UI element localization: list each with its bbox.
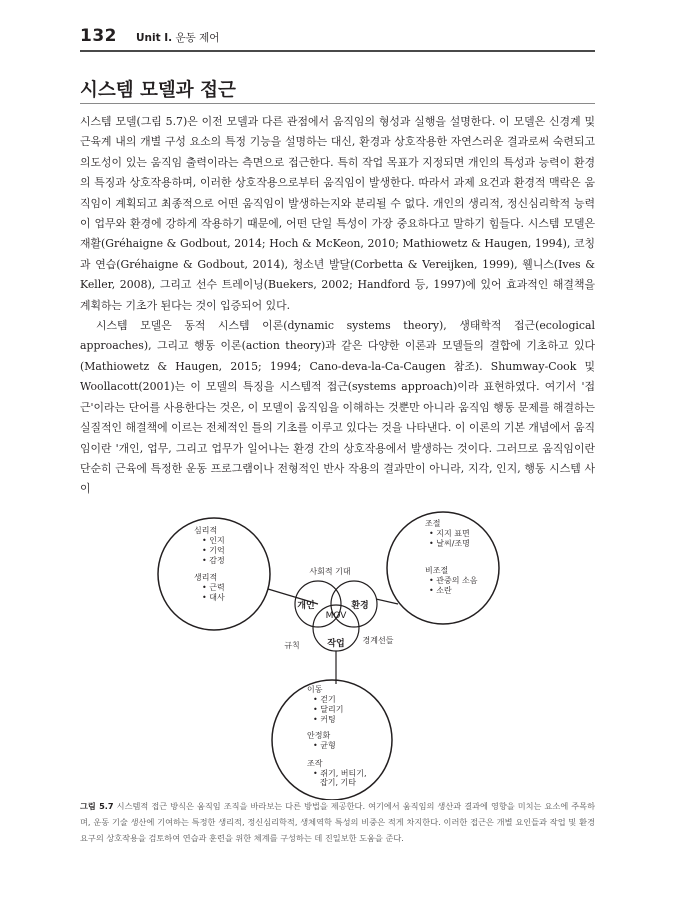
rules-label: 규칙 xyxy=(284,641,300,650)
figure-caption xyxy=(80,798,595,846)
boundary-label: 경계선들 xyxy=(362,636,394,645)
section-title: 시스템 모델과 접근 xyxy=(80,80,236,101)
body-text xyxy=(80,112,595,500)
task-item-continued: 잡기, 기타 xyxy=(320,778,356,787)
page-header xyxy=(80,20,595,52)
venn-task-label: 작업 xyxy=(327,639,345,649)
caption-text: 시스템적 접근 방식은 움직임 조직을 바라보는 다른 방법을 제공한다. 여기에서 움직임의 생산과 결과에 영향을 미치는 요소에 주목하며, 운동 기술 생산에 기여하는 특정한 생리적, 정신심리학적, 생체역학 특성의 비중은 적게 차지한다. 이러한 접근은 개별 요인들과 작업 및 환경 요구의 상호작용을 검토하여 연습과 훈련을 위한 체계를 구성하는 데 진일보한 도움을 준다. xyxy=(80,801,595,843)
task-item: • 커팅 xyxy=(313,715,336,724)
individual-item: • 근력 xyxy=(202,583,225,592)
page-number: 132 xyxy=(80,26,117,46)
task-group2-title: 안정화 xyxy=(307,731,331,740)
individual-item: • 기억 xyxy=(202,546,225,555)
environment-group2-title: 비조절 xyxy=(425,566,449,575)
social-expectation-label: 사회적 기대 xyxy=(309,567,351,576)
paragraph-2: 시스템 모델은 동적 시스템 이론(dynamic systems theory), 생태학적 접근(ecological approaches), 그리고 행동 이론(action theory)과 같은 다양한 이론과 모델들의 결합에 기초하고 있다(Mathiowetz & Haugen, 2015; 1994; Cano-deva-la-Ca-Caugen 참조). Shumway-Cook 및 Woollacott(2001)는 이 모델의 특징을 시스템적 접근(systems approach)이라 표현하였다. 여기서 '접근'이라는 단어를 사용한다는 것은, 이 모델이 움직임을 이해하는 것뿐만 아니라 움직임 행동 문제를 해결하는 실질적인 해결책에 이르는 전체적인 틀의 기초를 이루고 있다는 것을 나타낸다. 이 이론의 기본 개념에서 움직임이란 '개인, 업무, 그리고 업무가 일어나는 환경 간의 상호작용에서 발생하는 것이다. 그러므로 움직임이란 단순히 근육에 특정한 운동 프로그램이나 전형적인 반사 작용의 결과만이 아니라, 지각, 인지, 행동 시스템 사이 xyxy=(80,319,595,496)
individual-item: • 대사 xyxy=(202,593,225,602)
environment-group1-title: 조절 xyxy=(425,519,441,528)
task-group3-title: 조작 xyxy=(307,759,323,768)
unit-label: Unit I. xyxy=(136,32,173,44)
individual-item: • 인지 xyxy=(202,536,225,545)
task-item: • 걷기 xyxy=(313,695,336,704)
section-title-rule xyxy=(80,103,595,104)
individual-group1-title: 심리적 xyxy=(194,526,218,535)
environment-item: • 소란 xyxy=(429,586,452,595)
figure-5-7 xyxy=(0,490,675,800)
running-head xyxy=(136,30,219,45)
task-item: • 쥐기, 버티기, xyxy=(313,769,367,778)
connector-environment xyxy=(376,599,398,604)
venn-environment-label: 환경 xyxy=(351,601,369,611)
header-rule xyxy=(80,50,595,52)
task-item: • 균형 xyxy=(313,741,336,750)
individual-item: • 감정 xyxy=(202,556,225,565)
venn-individual-label: 개인 xyxy=(297,601,315,611)
individual-group2-title: 생리적 xyxy=(194,573,218,582)
environment-item: • 날씨/조명 xyxy=(429,539,470,548)
task-item: • 달리기 xyxy=(313,705,344,714)
paragraph-1: 시스템 모델(그림 5.7)은 이전 모델과 다른 관점에서 움직임의 형성과 실행을 설명한다. 이 모델은 신경계 및 근육계 내의 개별 구성 요소의 특정 기능을 설명하는 대신, 환경과 상호작용한 자연스러운 결과로써 숙련되고 의도성이 있는 움직임 출력이라는 측면으로 접근한다. 특히 작업 목표가 지정되면 개인의 특성과 능력이 환경의 특징과 상호작용하며, 이러한 상호작용으로부터 움직임이 발생한다. 따라서 과제 요건과 환경적 맥락은 움직임이 계획되고 최종적으로 어떤 움직임이 발생하는지와 분리될 수 없다. 개인의 생리적, 정신심리학적 능력이 업무와 환경에 강하게 작용하기 때문에, 어떤 단일 특성이 가장 중요하다고 말하기 힘들다. 시스템 모델은 재활(Gréhaigne & Godbout, 2014; Hoch & McKeon, 2010; Mathiowetz & Haugen, 1994), 코칭과 연습(Gréhaigne & Godbout, 2014), 청소년 발달(Corbetta & Vereijken, 1999), 웰니스(Ives & Keller, 2008), 그리고 선수 트레이닝(Buekers, 2002; Handford 등, 1997)에 있어 효과적인 해결책을 계획하는 기초가 된다는 것이 입증되어 있다. xyxy=(80,115,595,312)
environment-item: • 지지 표면 xyxy=(429,529,470,538)
unit-title: 운동 제어 xyxy=(175,32,220,44)
task-group1-title: 이동 xyxy=(307,685,323,694)
caption-label: 그림 5.7 xyxy=(80,801,114,811)
environment-item: • 관중의 소음 xyxy=(429,576,478,585)
venn-center-label: MOV xyxy=(325,611,347,621)
systems-model-diagram xyxy=(0,490,675,800)
